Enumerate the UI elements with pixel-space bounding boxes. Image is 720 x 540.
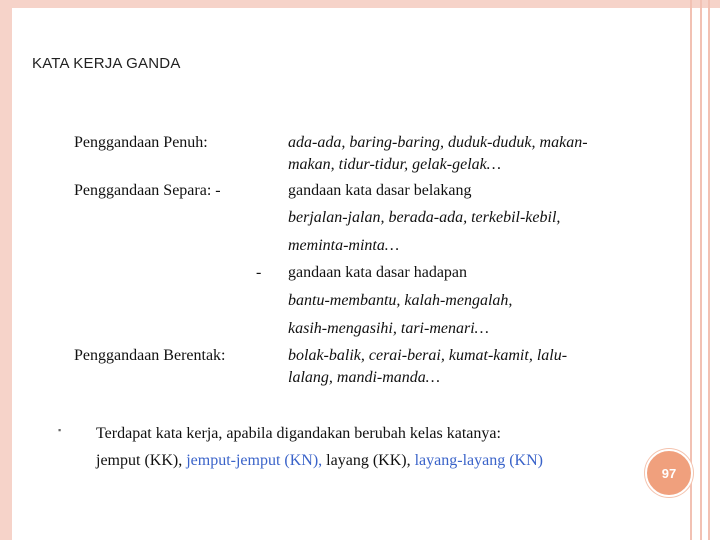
separa-belakang-heading: gandaan kata dasar belakang bbox=[288, 182, 472, 199]
berentak-examples-line2: lalang, mandi-manda… bbox=[288, 369, 440, 386]
frame-right-line-2 bbox=[700, 0, 702, 540]
example-jemput-jemput: jemput-jemput (KN), bbox=[186, 452, 323, 469]
page-number: 97 bbox=[661, 465, 677, 481]
frame-left-border bbox=[0, 0, 12, 540]
separa-hadapan-examples-line1: bantu-membantu, kalah-mengalah, bbox=[288, 292, 513, 309]
bullet-marker: ▪ bbox=[58, 425, 62, 435]
separa-label: Penggandaan Separa: - bbox=[74, 182, 221, 199]
bullet-text: Terdapat kata kerja, apabila digandakan berubah kelas katanya: bbox=[96, 425, 501, 442]
berentak-label: Penggandaan Berentak: bbox=[74, 347, 226, 364]
frame-right-line-3 bbox=[708, 0, 710, 540]
penuh-label: Penggandaan Penuh: bbox=[74, 134, 208, 151]
separa-hadapan-heading: gandaan kata dasar hadapan bbox=[288, 264, 468, 281]
separa-belakang-examples-line1: berjalan-jalan, berada-ada, terkebil-kebil, bbox=[288, 209, 561, 226]
example-layang-layang: layang-layang (KN) bbox=[414, 452, 543, 469]
penuh-examples-line2: makan, tidur-tidur, gelak-gelak… bbox=[288, 156, 501, 173]
slide-title: KATA KERJA GANDA bbox=[32, 55, 181, 72]
frame-right-line-1 bbox=[690, 0, 692, 540]
frame-top-border bbox=[0, 0, 720, 8]
example-layang: layang (KK), bbox=[322, 452, 415, 469]
page-number-badge bbox=[645, 449, 693, 497]
separa-belakang-examples-line2: meminta-minta… bbox=[288, 237, 400, 254]
separa-dash: - bbox=[256, 264, 262, 281]
penuh-examples-line1: ada-ada, baring-baring, duduk-duduk, makan- bbox=[288, 134, 588, 151]
bullet-examples bbox=[96, 451, 543, 471]
example-jemput: jemput (KK), bbox=[96, 452, 187, 469]
separa-hadapan-examples-line2: kasih-mengasihi, tari-menari… bbox=[288, 320, 489, 337]
berentak-examples-line1: bolak-balik, cerai-berai, kumat-kamit, lalu- bbox=[288, 347, 568, 364]
